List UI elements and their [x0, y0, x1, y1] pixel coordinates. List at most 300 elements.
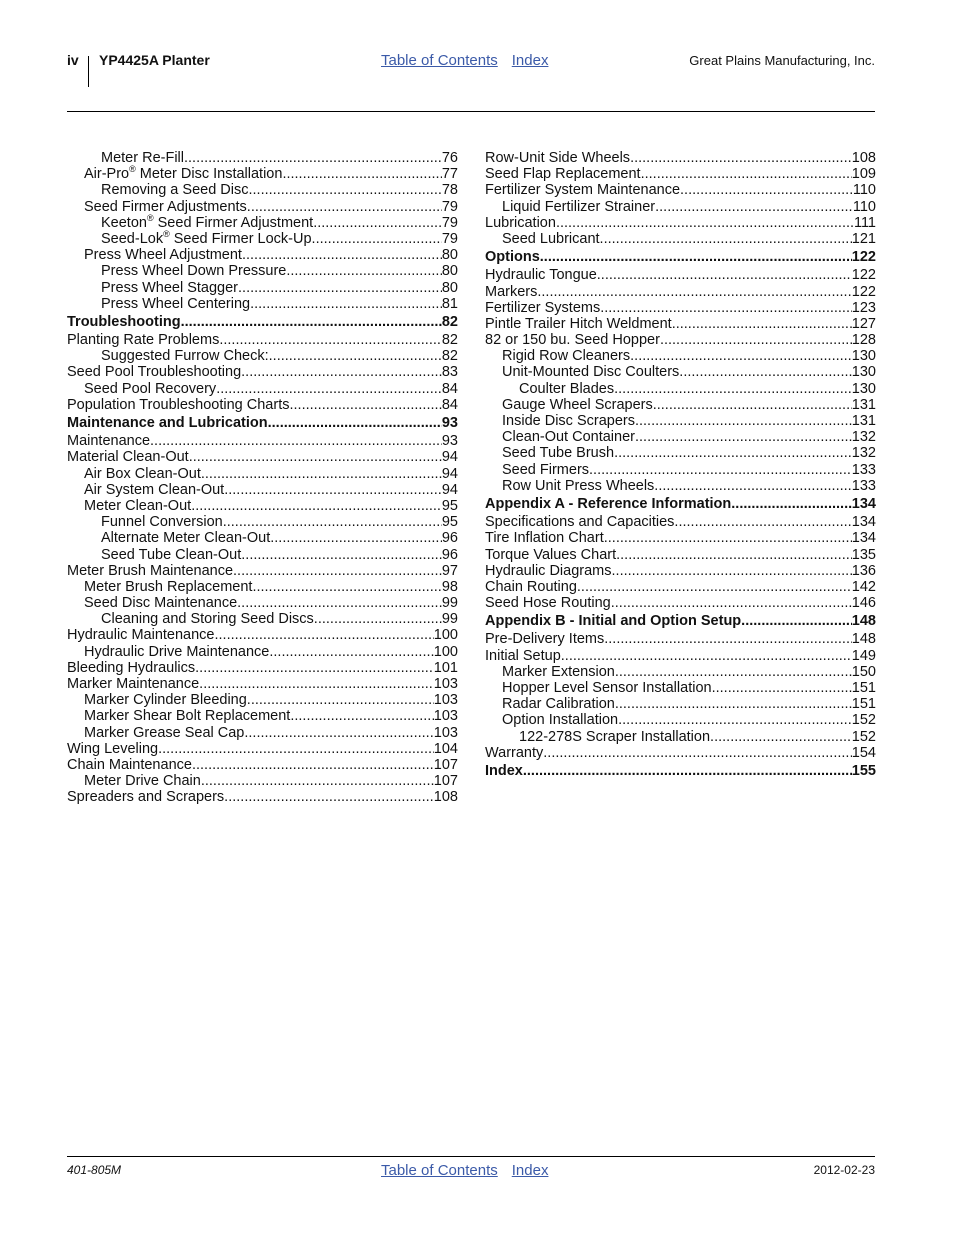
dot-leader: [635, 413, 852, 429]
toc-entry-page: 151: [851, 696, 876, 713]
toc-entry-page: 134: [851, 514, 876, 531]
toc-entry-title: Appendix B - Initial and Option Setup: [485, 613, 742, 630]
toc-entry-title: Funnel Conversion: [101, 514, 223, 531]
toc-entry-page: 78: [441, 182, 458, 199]
toc-entry-page: 100: [433, 643, 458, 660]
dot-leader: [270, 530, 442, 546]
registered-mark: ®: [129, 164, 136, 175]
toc-entry[interactable]: [485, 300, 876, 316]
toc-entry-title: Appendix A - Reference Information: [485, 495, 732, 512]
toc-entry-title: Marker Maintenance: [67, 676, 200, 692]
toc-entry[interactable]: [67, 415, 458, 431]
toc-entry[interactable]: [67, 725, 458, 741]
toc-entry-title: Suggested Furrow Check:: [101, 348, 269, 365]
dot-leader: [660, 332, 852, 348]
toc-entry-title: Troubleshooting: [67, 313, 181, 330]
toc-entry-title: Coulter Blades: [519, 380, 615, 397]
header-divider: [88, 56, 89, 87]
toc-entry-page: 79: [441, 198, 458, 215]
toc-entry[interactable]: [67, 627, 458, 643]
footer-toc-link[interactable]: Table of Contents: [381, 1162, 498, 1179]
toc-entry[interactable]: [485, 249, 876, 265]
toc-entry-page: 152: [851, 712, 876, 729]
toc-entry[interactable]: [485, 579, 876, 595]
dot-leader: [269, 348, 442, 364]
toc-entry[interactable]: [67, 757, 458, 773]
toc-entry-title: Lubrication: [485, 214, 556, 231]
toc-entry[interactable]: [485, 445, 876, 461]
toc-entry-title: Seed Pool Recovery: [84, 380, 217, 397]
toc-entry-page: 122: [851, 267, 876, 284]
toc-entry[interactable]: [485, 150, 876, 166]
dot-leader: [543, 745, 852, 761]
dot-leader: [540, 249, 852, 265]
toc-entry-page: 103: [433, 676, 458, 692]
toc-entry-title: Seed Flap Replacement: [485, 166, 641, 183]
toc-entry[interactable]: [67, 660, 458, 676]
toc-entry-page: 77: [441, 166, 458, 183]
toc-entry[interactable]: [67, 381, 458, 397]
toc-entry[interactable]: [485, 397, 876, 413]
toc-entry-title: Hydraulic Tongue: [485, 267, 597, 284]
toc-entry-title: Air-Pro® Meter Disc Installation: [84, 164, 283, 183]
toc-entry-title: Material Clean-Out: [67, 449, 189, 466]
toc-entry-title: Tire Inflation Chart: [485, 530, 604, 547]
toc-entry[interactable]: [67, 741, 458, 757]
toc-entry-page: 76: [441, 150, 458, 166]
dot-leader: [618, 712, 852, 728]
toc-entry[interactable]: [485, 215, 876, 231]
toc-entry[interactable]: [485, 547, 876, 563]
toc-entry-page: 130: [851, 380, 876, 397]
toc-entry-page: 79: [441, 230, 458, 247]
toc-entry-page: 95: [441, 497, 458, 514]
dot-leader: [630, 150, 852, 166]
toc-entry[interactable]: [67, 644, 458, 660]
toc-entry[interactable]: [67, 530, 458, 546]
dot-leader: [655, 199, 853, 215]
dot-leader: [290, 708, 433, 724]
toc-entry-title: Fertilizer System Maintenance: [485, 182, 681, 199]
toc-entry-title: Marker Shear Bolt Replacement: [84, 708, 291, 725]
toc-entry[interactable]: [485, 745, 876, 761]
toc-entry-title: Torque Values Chart: [485, 546, 617, 563]
dot-leader: [238, 280, 442, 296]
toc-entry-page: 110: [852, 198, 876, 215]
toc-entry-page: 131: [851, 413, 876, 429]
toc-entry[interactable]: [485, 284, 876, 300]
toc-entry-title: Meter Brush Maintenance: [67, 562, 234, 579]
manual-title: YP4425A Planter: [99, 52, 210, 68]
toc-entry-page: 134: [851, 530, 876, 547]
dot-leader: [523, 763, 852, 779]
toc-entry-title: Hydraulic Drive Maintenance: [84, 643, 270, 660]
toc-entry[interactable]: [485, 267, 876, 283]
toc-entry-page: 130: [851, 348, 876, 365]
toc-entry[interactable]: [485, 514, 876, 530]
toc-entry-page: 82: [441, 332, 458, 349]
toc-entry-page: 101: [433, 659, 458, 676]
dot-leader: [600, 231, 852, 247]
dot-leader: [604, 631, 852, 647]
toc-entry-title: Maintenance and Lubrication: [67, 415, 268, 431]
toc-entry-title: Radar Calibration: [502, 696, 615, 713]
toc-entry-title: Seed Firmers: [502, 461, 590, 478]
toc-entry-title: Spreaders and Scrapers: [67, 789, 225, 806]
toc-entry-title: Pintle Trailer Hitch Weldment: [485, 315, 672, 332]
toc-entry[interactable]: [67, 563, 458, 579]
toc-entry[interactable]: [485, 763, 876, 779]
toc-entry-page: 82: [441, 348, 458, 365]
toc-entry-page: 132: [851, 445, 876, 462]
toc-entry-title: Rigid Row Cleaners: [502, 348, 631, 365]
toc-entry-title: Row Unit Press Wheels: [502, 477, 655, 494]
footer-nav: [381, 1162, 548, 1179]
toc-entry-title: Option Installation: [502, 712, 619, 729]
toc-entry-title: 82 or 150 bu. Seed Hopper: [485, 332, 660, 349]
toc-entry[interactable]: [67, 676, 458, 692]
toc-entry-page: 97: [441, 562, 458, 579]
toc-entry-title: Removing a Seed Disc: [101, 182, 249, 199]
toc-entry-title: Specifications and Capacities: [485, 514, 675, 531]
dot-leader: [680, 182, 853, 198]
dot-leader: [150, 433, 442, 449]
dot-leader: [674, 514, 851, 530]
dot-leader: [600, 300, 852, 316]
toc-entry-title: Marker Extension: [502, 663, 615, 680]
toc-entry[interactable]: [67, 280, 458, 296]
dot-leader: [614, 445, 852, 461]
toc-entry-title: Marker Grease Seal Cap: [84, 724, 245, 741]
toc-entry-page: 132: [851, 429, 876, 446]
toc-entry[interactable]: [67, 692, 458, 708]
toc-entry[interactable]: [485, 316, 876, 332]
dot-leader: [195, 660, 434, 676]
toc-entry-page: 104: [433, 740, 458, 757]
dot-leader: [215, 627, 434, 643]
page-header: [0, 0, 954, 120]
dot-leader: [654, 478, 852, 494]
toc-entry[interactable]: [485, 429, 876, 445]
toc-entry[interactable]: [485, 530, 876, 546]
toc-entry-page: 103: [433, 692, 458, 709]
toc-entry-page: 108: [433, 789, 458, 806]
toc-entry-page: 109: [851, 166, 876, 183]
toc-entry-title: Meter Drive Chain: [84, 773, 201, 790]
dot-leader: [224, 789, 434, 805]
toc-entry[interactable]: [485, 348, 876, 364]
toc-entry-title: Press Wheel Stagger: [101, 279, 239, 296]
toc-entry-page: 155: [851, 762, 876, 779]
dot-leader: [641, 166, 852, 182]
toc-entry-title: Seed-Lok® Seed Firmer Lock-Up: [101, 229, 312, 247]
toc-entry[interactable]: [485, 648, 876, 664]
toc-entry-page: 80: [441, 247, 458, 264]
toc-entry-page: 151: [851, 680, 876, 696]
toc-entry-page: 121: [851, 230, 876, 247]
toc-entry-page: 133: [851, 461, 876, 478]
toc-entry-title: Clean-Out Container: [502, 429, 635, 446]
toc-entry-page: 81: [441, 295, 458, 312]
toc-entry-page: 122: [851, 249, 876, 266]
document-number: 401-805M: [67, 1163, 122, 1177]
dot-leader: [679, 364, 852, 380]
dot-leader: [614, 381, 852, 397]
toc-entry[interactable]: [485, 595, 876, 611]
footer-index-link[interactable]: Index: [511, 1162, 549, 1179]
toc-entry-title: Unit-Mounted Disc Coulters: [502, 364, 680, 381]
toc-entry[interactable]: [67, 314, 458, 330]
toc-entry[interactable]: [67, 150, 458, 166]
toc-entry-title: Hopper Level Sensor Installation: [502, 680, 712, 696]
toc-entry-title: Row-Unit Side Wheels: [485, 150, 631, 166]
toc-entry[interactable]: [485, 462, 876, 478]
toc-entry-title: Seed Pool Troubleshooting: [67, 364, 242, 381]
toc-entry[interactable]: [67, 182, 458, 198]
toc-entry-page: 111: [853, 214, 876, 231]
toc-entry-page: 79: [441, 214, 458, 231]
toc-entry-page: 148: [851, 613, 876, 630]
dot-leader: [672, 316, 852, 332]
toc-entry-title: Wing Leveling: [67, 740, 159, 757]
dot-leader: [577, 579, 852, 595]
toc-entry-page: 107: [433, 773, 458, 790]
toc-column-right: [485, 150, 876, 781]
toc-entry-title: Warranty: [485, 744, 544, 761]
toc-entry[interactable]: [485, 231, 876, 247]
header-nav: [381, 52, 548, 69]
toc-entry-page: 149: [851, 647, 876, 664]
dot-leader: [191, 498, 442, 514]
toc-entry[interactable]: [67, 466, 458, 482]
toc-entry-title: Press Wheel Adjustment: [84, 247, 242, 264]
toc-entry-page: 127: [851, 315, 876, 332]
toc-entry-page: 94: [441, 449, 458, 466]
toc-entry[interactable]: [67, 332, 458, 348]
toc-entry-page: 93: [441, 433, 458, 450]
toc-entry-title: Markers: [485, 283, 538, 300]
toc-entry-page: 123: [851, 299, 876, 316]
toc-entry-title: Bleeding Hydraulics: [67, 659, 196, 676]
dot-leader: [241, 547, 442, 563]
toc-entry-title: Seed Firmer Adjustments: [84, 198, 247, 215]
footer-rule: [67, 1156, 875, 1157]
toc-entry[interactable]: [67, 348, 458, 364]
toc-entry-title: Fertilizer Systems: [485, 299, 601, 316]
toc-entry[interactable]: [485, 364, 876, 380]
toc-entry[interactable]: [485, 563, 876, 579]
dot-leader: [611, 595, 852, 611]
toc-entry-title: Maintenance: [67, 433, 151, 450]
toc-entry[interactable]: [67, 595, 458, 611]
toc-entry-page: 130: [851, 364, 876, 381]
toc-entry-title: Inside Disc Scrapers: [502, 413, 635, 429]
toc-entry-page: 103: [433, 708, 458, 725]
toc-entry-page: 152: [851, 728, 876, 745]
toc-entry-page: 94: [441, 481, 458, 498]
dot-leader: [653, 397, 852, 413]
toc-entry[interactable]: [67, 263, 458, 279]
dot-leader: [223, 514, 442, 530]
toc-entry-page: 80: [441, 263, 458, 280]
toc-entry[interactable]: [485, 696, 876, 712]
toc-entry-title: Chain Maintenance: [67, 756, 192, 773]
dot-leader: [237, 595, 442, 611]
toc-entry-page: 93: [441, 415, 458, 431]
revision-date: 2012-02-23: [813, 1163, 875, 1177]
dot-leader: [282, 166, 441, 182]
toc-entry-title: Population Troubleshooting Charts: [67, 396, 290, 413]
toc-entry[interactable]: [67, 364, 458, 380]
toc-entry-page: 146: [851, 595, 876, 612]
dot-leader: [247, 199, 442, 215]
toc-entry[interactable]: [67, 773, 458, 789]
dot-leader: [616, 547, 852, 563]
toc-entry-title: Air Box Clean-Out: [84, 465, 201, 482]
toc-entry-title: Hydraulic Diagrams: [485, 562, 612, 579]
toc-entry[interactable]: [485, 631, 876, 647]
toc-entry-title: 122-278S Scraper Installation: [519, 728, 711, 745]
toc-entry-page: 110: [852, 182, 876, 199]
toc-entry-page: 107: [433, 756, 458, 773]
registered-mark: ®: [146, 212, 154, 223]
toc-entry[interactable]: [67, 449, 458, 465]
toc-entry-title: Marker Cylinder Bleeding: [84, 692, 247, 709]
toc-entry-title: Cleaning and Storing Seed Discs: [101, 611, 314, 628]
toc-entry-page: 128: [851, 332, 876, 349]
toc-entry[interactable]: [67, 212, 458, 231]
dot-leader: [635, 429, 852, 445]
dot-leader: [250, 296, 442, 312]
toc-entry[interactable]: [67, 247, 458, 263]
toc-entry[interactable]: [485, 664, 876, 680]
dot-leader: [241, 364, 442, 380]
dot-leader: [199, 676, 434, 692]
toc-entry[interactable]: [485, 680, 876, 696]
toc-entry-page: 82: [441, 313, 458, 330]
toc-entry-title: Index: [485, 762, 523, 779]
toc-entry[interactable]: [485, 413, 876, 429]
dot-leader: [589, 462, 852, 478]
toc-entry[interactable]: [485, 381, 876, 397]
toc-entry[interactable]: [67, 708, 458, 724]
toc-entry[interactable]: [67, 433, 458, 449]
dot-leader: [615, 696, 852, 712]
toc-entry-page: 131: [851, 396, 876, 413]
toc-entry[interactable]: [485, 182, 876, 198]
toc-entry[interactable]: [485, 332, 876, 348]
header-toc-link[interactable]: Table of Contents: [381, 52, 498, 69]
header-index-link[interactable]: Index: [511, 52, 549, 69]
dot-leader: [269, 644, 433, 660]
toc-entry-page: 136: [851, 562, 876, 579]
toc-entry-page: 122: [851, 283, 876, 300]
toc-entry-page: 84: [441, 380, 458, 397]
dot-leader: [604, 530, 852, 546]
toc-entry[interactable]: [485, 478, 876, 494]
toc-entry-title: Gauge Wheel Scrapers: [502, 396, 653, 413]
toc-entry-page: 98: [441, 578, 458, 595]
toc-entry-page: 80: [441, 279, 458, 296]
toc-entry-page: 108: [851, 150, 876, 166]
header-rule: [67, 111, 875, 112]
page-number: iv: [67, 52, 79, 68]
toc-entry-page: 95: [441, 514, 458, 531]
toc-entry-page: 99: [441, 611, 458, 628]
toc-entry[interactable]: [485, 729, 876, 745]
toc-entry-page: 99: [441, 595, 458, 612]
dot-leader: [712, 680, 852, 696]
toc-entry[interactable]: [67, 514, 458, 530]
toc-entry-title: Alternate Meter Clean-Out: [101, 530, 271, 547]
dot-leader: [201, 466, 442, 482]
toc-entry[interactable]: [67, 579, 458, 595]
dot-leader: [247, 692, 434, 708]
registered-mark: ®: [163, 229, 170, 240]
toc-entry[interactable]: [67, 166, 458, 182]
toc-entry[interactable]: [67, 482, 458, 498]
toc-entry[interactable]: [67, 199, 458, 215]
toc-entry[interactable]: [67, 547, 458, 563]
toc-entry[interactable]: [485, 613, 876, 629]
toc-entry[interactable]: [485, 199, 876, 215]
dot-leader: [219, 332, 442, 348]
toc-entry[interactable]: [485, 712, 876, 728]
toc-entry-page: 96: [441, 546, 458, 563]
dot-leader: [249, 182, 442, 198]
dot-leader: [741, 613, 852, 629]
toc-entry-title: Seed Lubricant: [502, 230, 600, 247]
toc-entry-title: Planting Rate Problems: [67, 332, 220, 349]
toc-entry-title: Air System Clean-Out: [84, 481, 225, 498]
toc-entry-page: 150: [851, 663, 876, 680]
dot-leader: [615, 664, 852, 680]
toc-entry-page: 135: [851, 546, 876, 563]
dot-leader: [244, 725, 433, 741]
toc-entry[interactable]: [485, 166, 876, 182]
toc-entry-page: 134: [851, 495, 876, 512]
toc-entry-page: 142: [851, 578, 876, 595]
toc-entry[interactable]: [485, 496, 876, 512]
toc-entry-title: Press Wheel Down Pressure: [101, 263, 287, 280]
toc-entry-title: Seed Tube Clean-Out: [101, 546, 242, 563]
toc-entry-title: Meter Re-Fill: [101, 150, 184, 166]
dot-leader: [201, 773, 434, 789]
toc-entry-title: Meter Clean-Out: [84, 497, 192, 514]
dot-leader: [561, 648, 852, 664]
dot-leader: [268, 415, 442, 431]
dot-leader: [597, 267, 852, 283]
company-name: Great Plains Manufacturing, Inc.: [689, 53, 875, 68]
toc-entry-title: Seed Disc Maintenance: [84, 595, 238, 612]
dot-leader: [556, 215, 854, 231]
toc-entry[interactable]: [67, 498, 458, 514]
toc-entry-page: 100: [433, 627, 458, 644]
toc-entry[interactable]: [67, 611, 458, 627]
dot-leader: [252, 579, 441, 595]
dot-leader: [158, 741, 434, 757]
toc-entry[interactable]: [67, 397, 458, 413]
dot-leader: [731, 496, 852, 512]
toc-entry[interactable]: [67, 296, 458, 312]
dot-leader: [216, 381, 442, 397]
toc-entry[interactable]: [67, 789, 458, 805]
toc-entry-title: Press Wheel Centering: [101, 295, 251, 312]
toc-entry[interactable]: [67, 231, 458, 247]
toc-entry-title: Pre-Delivery Items: [485, 631, 605, 648]
dot-leader: [184, 150, 442, 166]
toc-entry-page: 96: [441, 530, 458, 547]
